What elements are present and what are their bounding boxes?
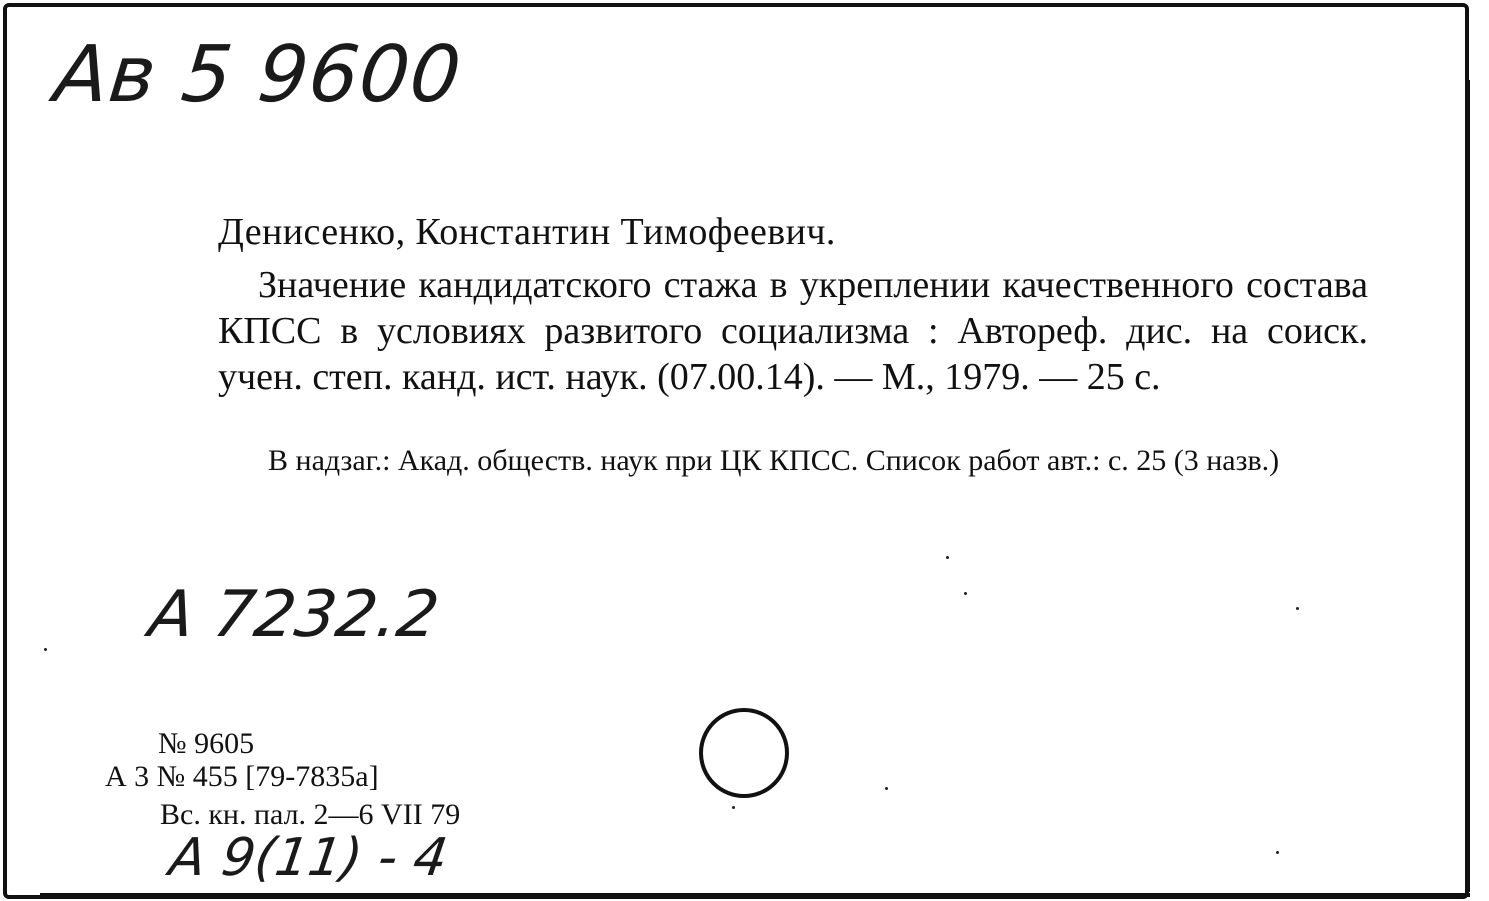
card-edge-shadow: [1465, 80, 1470, 892]
card-edge-shadow-bottom: [40, 893, 1470, 897]
order-code: А 3 № 455 [79-7835а]: [105, 760, 379, 793]
record-number: № 9605: [158, 727, 255, 760]
bibliographic-description: [218, 262, 1368, 400]
notes-text: В надзаг.: Акад. обществ. наук при ЦК КПСС. Список работ авт.: с. 25 (3 назв.): [268, 444, 1280, 477]
description-text: Значение кандидатского стажа в укреплении качественного состава КПСС в условиях развитого социализма : Автореф. дис. на соиск. учен. степ. канд. ист. наук. (07.00.14). — М., 1979. — 25 с.: [218, 264, 1368, 398]
registration-line: Вс. кн. пал. 2—6 VII 79: [160, 798, 461, 831]
speck: [1276, 851, 1279, 854]
speck: [1296, 607, 1299, 610]
author-heading: Денисенко, Константин Тимофеевич.: [218, 211, 836, 253]
speck: [44, 648, 47, 651]
bibliographic-notes: [218, 442, 1368, 480]
handwritten-location-code: А 9(11) - 4: [165, 828, 452, 888]
speck: [946, 556, 949, 559]
handwritten-call-number: А 7232.2: [144, 578, 444, 652]
speck: [732, 806, 735, 809]
speck: [885, 787, 888, 790]
speck: [964, 592, 967, 595]
handwritten-shelfmark: Ав 5 9600: [50, 30, 466, 120]
card-punch-hole: [699, 708, 789, 798]
